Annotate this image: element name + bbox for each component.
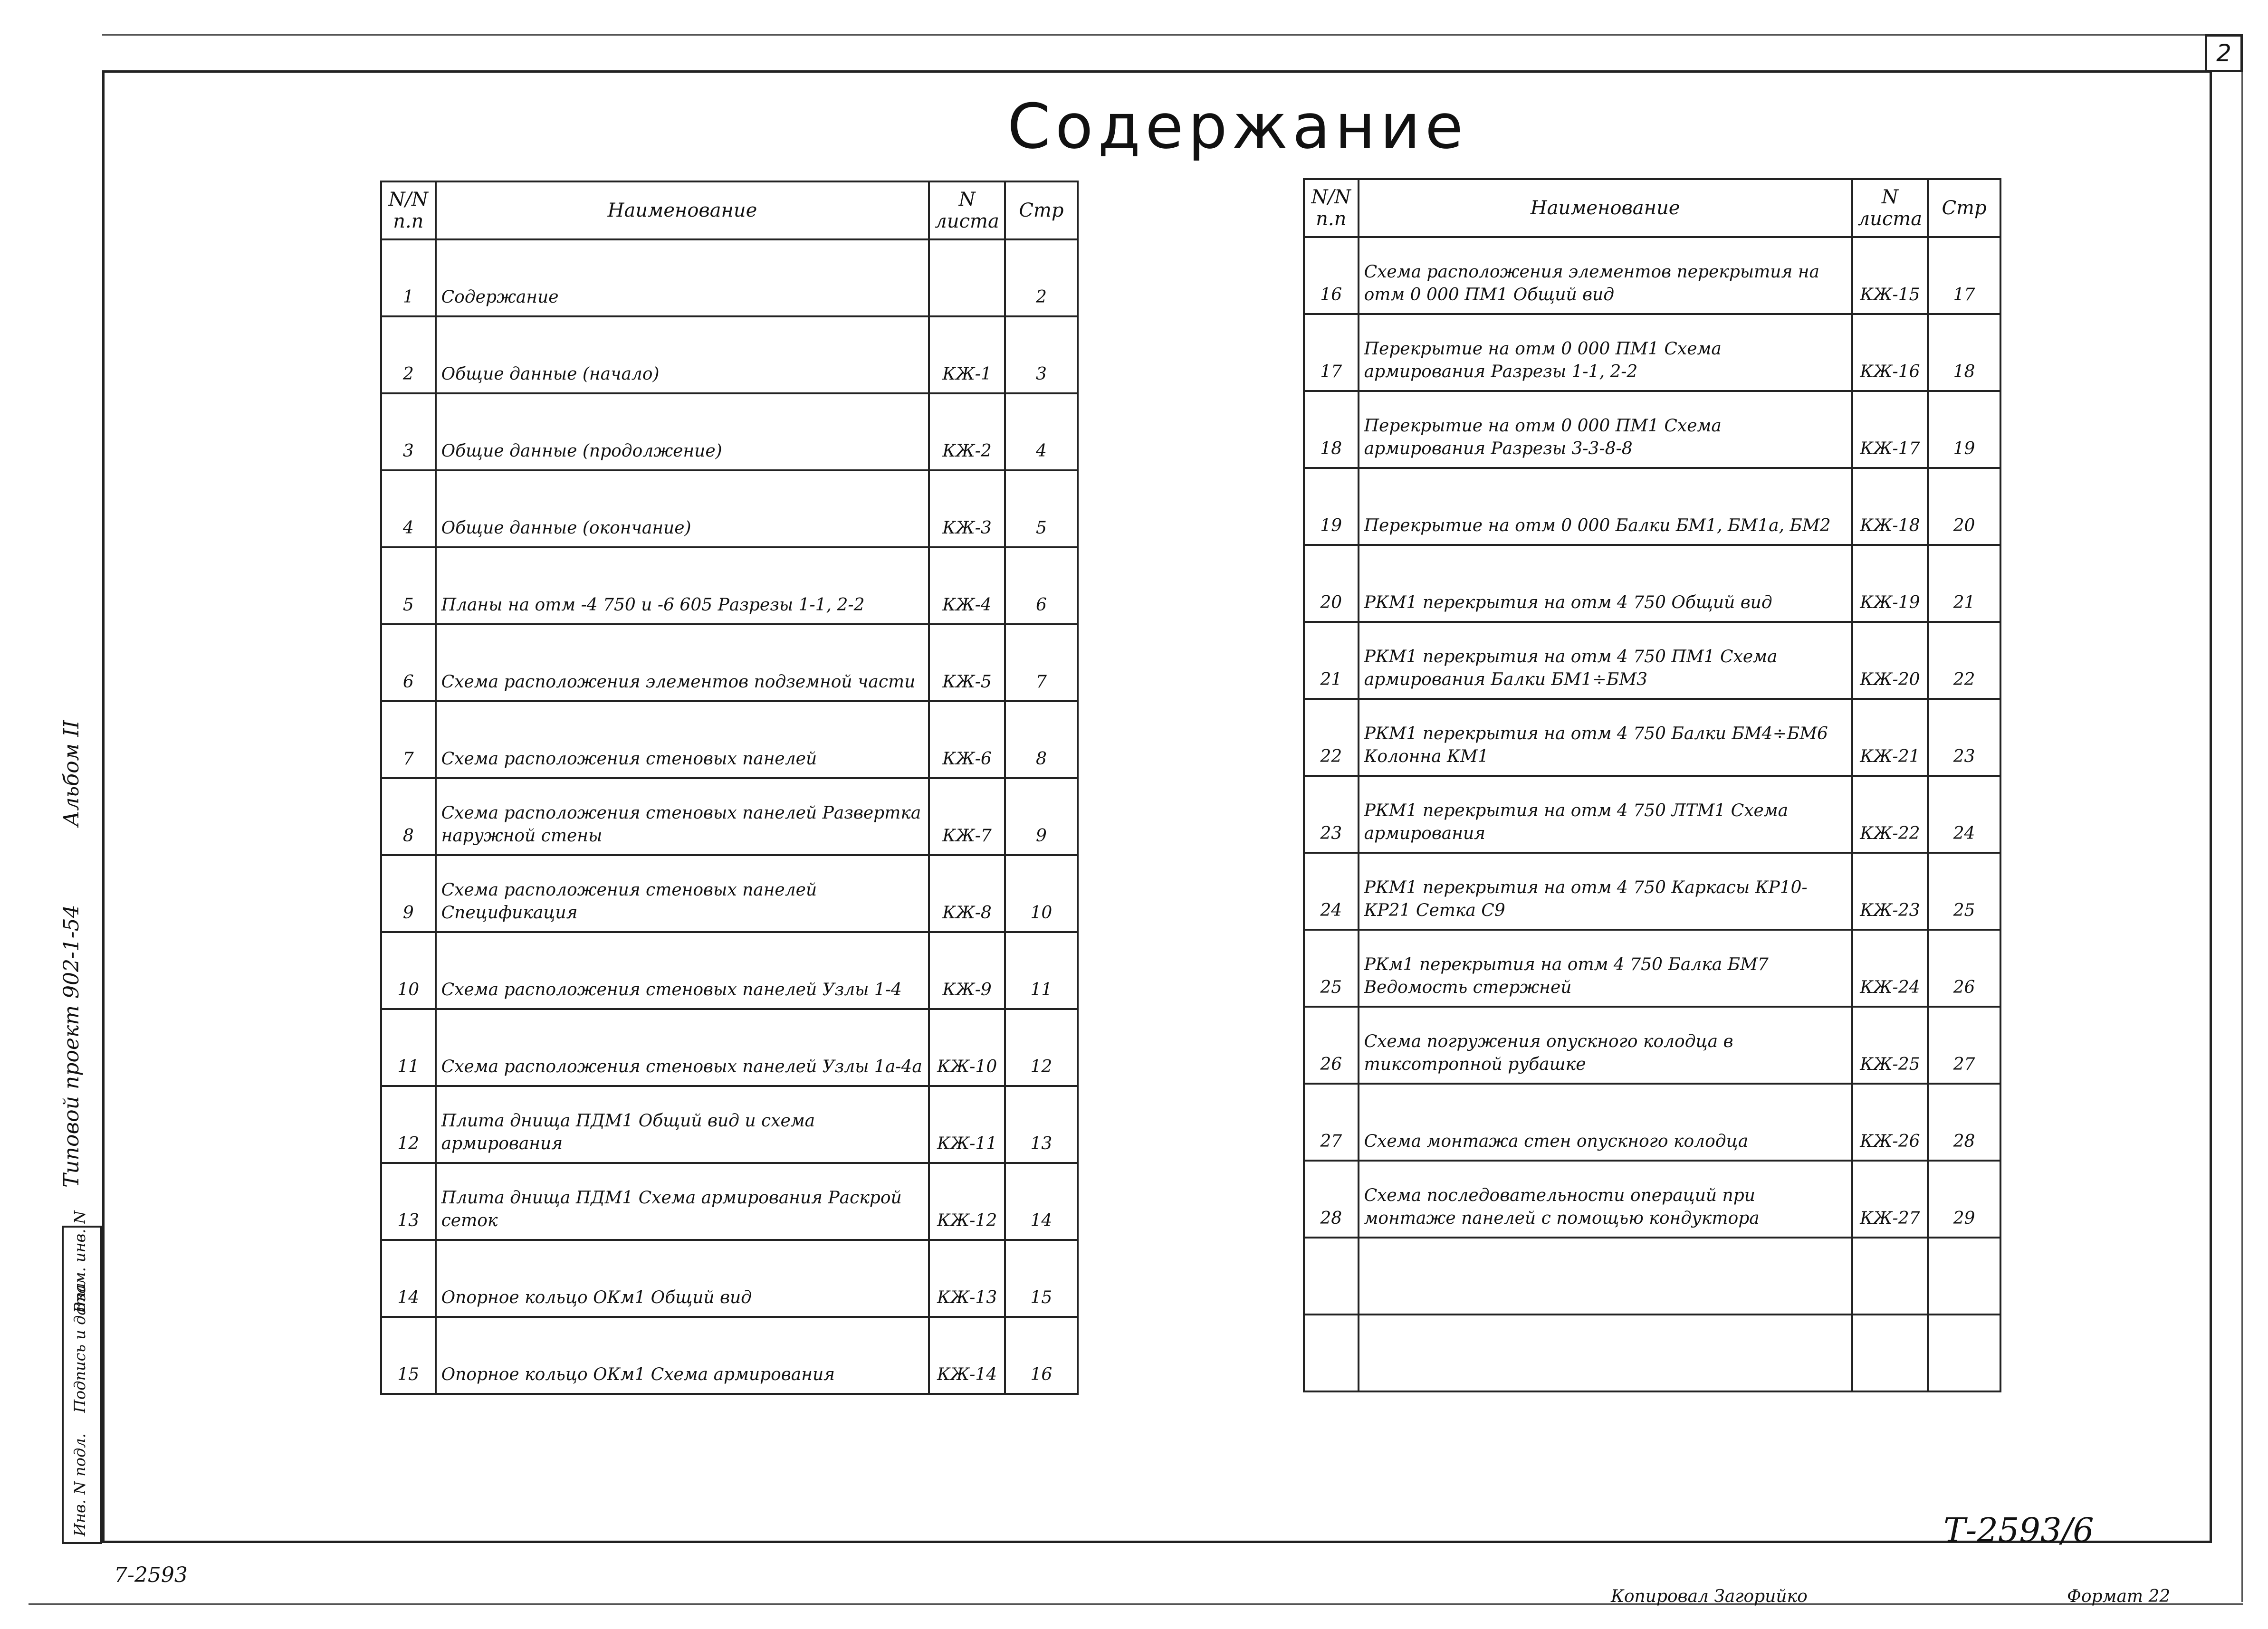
- cell-n: 7: [381, 701, 436, 778]
- table-row: [1304, 391, 2000, 468]
- cell-page: 16: [1005, 1317, 1078, 1394]
- cell-page: [1928, 1238, 2000, 1315]
- cell-n: 26: [1304, 1007, 1359, 1084]
- cell-name: Перекрытие на отм 0 000 Балки БМ1, БМ1а, БМ2: [1359, 468, 1852, 545]
- table-row: [381, 1086, 1078, 1163]
- cell-sheet: КЖ-17: [1852, 391, 1928, 468]
- cell-n: 8: [381, 778, 436, 855]
- bottom-line: [29, 1603, 2243, 1605]
- cell-sheet: КЖ-19: [1852, 545, 1928, 622]
- cell-sheet: КЖ-3: [929, 470, 1005, 547]
- cell-name: РКМ1 перекрытия на отм 4 750 Каркасы КР10-КР21 Сетка С9: [1359, 853, 1852, 930]
- table-row: [381, 624, 1078, 701]
- cell-sheet: КЖ-14: [929, 1317, 1005, 1394]
- cell-sheet: [1852, 1315, 1928, 1391]
- cell-n: 23: [1304, 776, 1359, 853]
- cell-page: 3: [1005, 316, 1078, 393]
- cell-n: [1304, 1238, 1359, 1315]
- table-row: [381, 239, 1078, 316]
- contents-table-right: [1303, 178, 2001, 1392]
- cell-page: 6: [1005, 547, 1078, 624]
- header-num: N/N п.п: [1304, 179, 1359, 237]
- drawing-code: Т-2593/6: [1943, 1511, 2094, 1550]
- cell-n: 28: [1304, 1161, 1359, 1238]
- cell-page: 2: [1005, 239, 1078, 316]
- cell-sheet: КЖ-5: [929, 624, 1005, 701]
- cell-page: 17: [1928, 237, 2000, 314]
- contents-table-left: [380, 181, 1079, 1395]
- table-row: [1304, 468, 2000, 545]
- table-row: [1304, 930, 2000, 1007]
- cell-page: 25: [1928, 853, 2000, 930]
- table-row: [381, 316, 1078, 393]
- cell-name: Схема расположения стеновых панелей: [436, 701, 929, 778]
- cell-name: Содержание: [436, 239, 929, 316]
- cell-page: 7: [1005, 624, 1078, 701]
- header-page: Стр: [1005, 181, 1078, 239]
- stamp-project: Типовой проект 902-1-54: [59, 905, 84, 1188]
- table-row: [381, 1163, 1078, 1240]
- table-row: [1304, 1161, 2000, 1238]
- table-row: [1304, 1007, 2000, 1084]
- table-row: [381, 778, 1078, 855]
- cell-name: Схема расположения элементов подземной части: [436, 624, 929, 701]
- cell-n: 9: [381, 855, 436, 932]
- cell-name: Схема расположения стеновых панелей Развертка наружной стены: [436, 778, 929, 855]
- table-row: [381, 470, 1078, 547]
- cell-page: 27: [1928, 1007, 2000, 1084]
- table-row: [381, 1240, 1078, 1317]
- table-row: [1304, 545, 2000, 622]
- cell-n: 21: [1304, 622, 1359, 699]
- cell-page: 5: [1005, 470, 1078, 547]
- cell-page: [1928, 1315, 2000, 1391]
- cell-page: 8: [1005, 701, 1078, 778]
- cell-n: 1: [381, 239, 436, 316]
- stamp-inv: Инв. N подл.: [71, 1433, 89, 1536]
- cell-sheet: КЖ-22: [1852, 776, 1928, 853]
- cell-name: Схема монтажа стен опускного колодца: [1359, 1084, 1852, 1161]
- cell-n: 22: [1304, 699, 1359, 776]
- table-row: [1304, 1084, 2000, 1161]
- header-num: N/N п.п: [381, 181, 436, 239]
- cell-sheet: КЖ-9: [929, 932, 1005, 1009]
- cell-name: Схема расположения стеновых панелей Узлы 1-4: [436, 932, 929, 1009]
- cell-n: 25: [1304, 930, 1359, 1007]
- cell-name: Схема погружения опускного колодца в тиксотропной рубашке: [1359, 1007, 1852, 1084]
- table-row: [381, 701, 1078, 778]
- header-sheet: N листа: [1852, 179, 1928, 237]
- cell-sheet: КЖ-18: [1852, 468, 1928, 545]
- cell-page: 19: [1928, 391, 2000, 468]
- outer-right-line: [2241, 34, 2243, 1602]
- cell-n: 17: [1304, 314, 1359, 391]
- cell-name: РКМ1 перекрытия на отм 4 750 ПМ1 Схема армирования Балки БМ1÷БМ3: [1359, 622, 1852, 699]
- table-row: [1304, 237, 2000, 314]
- cell-sheet: КЖ-13: [929, 1240, 1005, 1317]
- cell-page: 10: [1005, 855, 1078, 932]
- cell-n: 4: [381, 470, 436, 547]
- stamp-album: Альбом II: [59, 720, 84, 827]
- table-row: [1304, 699, 2000, 776]
- cell-n: 24: [1304, 853, 1359, 930]
- cell-name: Планы на отм -4 750 и -6 605 Разрезы 1-1, 2-2: [436, 547, 929, 624]
- cell-name: Перекрытие на отм 0 000 ПМ1 Схема армирования Разрезы 1-1, 2-2: [1359, 314, 1852, 391]
- header-sheet: N листа: [929, 181, 1005, 239]
- cell-page: 23: [1928, 699, 2000, 776]
- table-header: [381, 181, 1078, 239]
- cell-page: 26: [1928, 930, 2000, 1007]
- cell-name: Схема расположения элементов перекрытия на отм 0 000 ПМ1 Общий вид: [1359, 237, 1852, 314]
- cell-page: 12: [1005, 1009, 1078, 1086]
- cell-n: 6: [381, 624, 436, 701]
- cell-page: 11: [1005, 932, 1078, 1009]
- header-name: Наименование: [436, 181, 929, 239]
- cell-n: 27: [1304, 1084, 1359, 1161]
- cell-name: Схема последовательности операций при монтаже панелей с помощью кондуктора: [1359, 1161, 1852, 1238]
- cell-sheet: [1852, 1238, 1928, 1315]
- cell-sheet: КЖ-12: [929, 1163, 1005, 1240]
- cell-page: 22: [1928, 622, 2000, 699]
- cell-sheet: КЖ-10: [929, 1009, 1005, 1086]
- table-row: [381, 932, 1078, 1009]
- cell-name: Плита днища ПДМ1 Общий вид и схема армирования: [436, 1086, 929, 1163]
- cell-n: 13: [381, 1163, 436, 1240]
- cell-n: 10: [381, 932, 436, 1009]
- table-row: [381, 393, 1078, 470]
- header-name: Наименование: [1359, 179, 1852, 237]
- cell-name: Общие данные (окончание): [436, 470, 929, 547]
- table-row: [1304, 776, 2000, 853]
- sheet-format: Формат 22: [2067, 1587, 2171, 1606]
- cell-n: 3: [381, 393, 436, 470]
- cell-sheet: [929, 239, 1005, 316]
- cell-page: 20: [1928, 468, 2000, 545]
- cell-name: [1359, 1315, 1852, 1391]
- cell-name: РКМ1 перекрытия на отм 4 750 Общий вид: [1359, 545, 1852, 622]
- cell-page: 9: [1005, 778, 1078, 855]
- table-row: [1304, 1315, 2000, 1391]
- cell-sheet: КЖ-27: [1852, 1161, 1928, 1238]
- cell-name: Опорное кольцо ОКм1 Общий вид: [436, 1240, 929, 1317]
- stamp-replace: Взам. инв. N: [71, 1210, 89, 1313]
- cell-sheet: КЖ-23: [1852, 853, 1928, 930]
- table-row: [1304, 314, 2000, 391]
- cell-name: РКМ1 перекрытия на отм 4 750 ЛТМ1 Схема армирования: [1359, 776, 1852, 853]
- outer-top-line: [102, 34, 2243, 36]
- cell-name: Опорное кольцо ОКм1 Схема армирования: [436, 1317, 929, 1394]
- cell-n: 2: [381, 316, 436, 393]
- cell-sheet: КЖ-11: [929, 1086, 1005, 1163]
- copied-by: Копировал Загорийко: [1611, 1587, 1808, 1606]
- table-row: [1304, 622, 2000, 699]
- table-row: [381, 1009, 1078, 1086]
- cell-page: 21: [1928, 545, 2000, 622]
- cell-n: 18: [1304, 391, 1359, 468]
- cell-name: Плита днища ПДМ1 Схема армирования Раскрой сеток: [436, 1163, 929, 1240]
- cell-n: 11: [381, 1009, 436, 1086]
- cell-n: 5: [381, 547, 436, 624]
- cell-sheet: КЖ-2: [929, 393, 1005, 470]
- cell-sheet: КЖ-4: [929, 547, 1005, 624]
- cell-n: 19: [1304, 468, 1359, 545]
- table-header: [1304, 179, 2000, 237]
- cell-n: 12: [381, 1086, 436, 1163]
- table-row: [381, 547, 1078, 624]
- cell-page: 24: [1928, 776, 2000, 853]
- stamp-sign: Подпись и дата: [71, 1283, 89, 1413]
- cell-sheet: КЖ-15: [1852, 237, 1928, 314]
- drawing-code-left: 7-2593: [114, 1563, 188, 1587]
- table-row: [1304, 853, 2000, 930]
- page-title: Содержание: [1007, 90, 1468, 162]
- table-row: [381, 855, 1078, 932]
- cell-sheet: КЖ-16: [1852, 314, 1928, 391]
- cell-page: 15: [1005, 1240, 1078, 1317]
- cell-sheet: КЖ-7: [929, 778, 1005, 855]
- cell-sheet: КЖ-21: [1852, 699, 1928, 776]
- cell-n: 14: [381, 1240, 436, 1317]
- table-row: [1304, 1238, 2000, 1315]
- cell-sheet: КЖ-24: [1852, 930, 1928, 1007]
- cell-name: [1359, 1238, 1852, 1315]
- cell-name: Общие данные (начало): [436, 316, 929, 393]
- cell-page: 28: [1928, 1084, 2000, 1161]
- table-row: [381, 1317, 1078, 1394]
- cell-page: 4: [1005, 393, 1078, 470]
- cell-name: Перекрытие на отм 0 000 ПМ1 Схема армирования Разрезы 3-3-8-8: [1359, 391, 1852, 468]
- cell-sheet: КЖ-25: [1852, 1007, 1928, 1084]
- stamp-box: [62, 1210, 102, 1544]
- cell-sheet: КЖ-1: [929, 316, 1005, 393]
- cell-n: 16: [1304, 237, 1359, 314]
- header-page: Стр: [1928, 179, 2000, 237]
- cell-sheet: КЖ-26: [1852, 1084, 1928, 1161]
- cell-name: РКМ1 перекрытия на отм 4 750 Балки БМ4÷БМ6 Колонна КМ1: [1359, 699, 1852, 776]
- cell-page: 18: [1928, 314, 2000, 391]
- cell-sheet: КЖ-6: [929, 701, 1005, 778]
- cell-sheet: КЖ-8: [929, 855, 1005, 932]
- cell-name: РКм1 перекрытия на отм 4 750 Балка БМ7 Ведомость стержней: [1359, 930, 1852, 1007]
- cell-sheet: КЖ-20: [1852, 622, 1928, 699]
- cell-n: 15: [381, 1317, 436, 1394]
- cell-name: Схема расположения стеновых панелей Спецификация: [436, 855, 929, 932]
- page-number: 2: [2205, 34, 2243, 72]
- cell-name: Общие данные (продолжение): [436, 393, 929, 470]
- cell-name: Схема расположения стеновых панелей Узлы 1а-4а: [436, 1009, 929, 1086]
- cell-page: 29: [1928, 1161, 2000, 1238]
- cell-n: 20: [1304, 545, 1359, 622]
- cell-page: 13: [1005, 1086, 1078, 1163]
- cell-n: [1304, 1315, 1359, 1391]
- cell-page: 14: [1005, 1163, 1078, 1240]
